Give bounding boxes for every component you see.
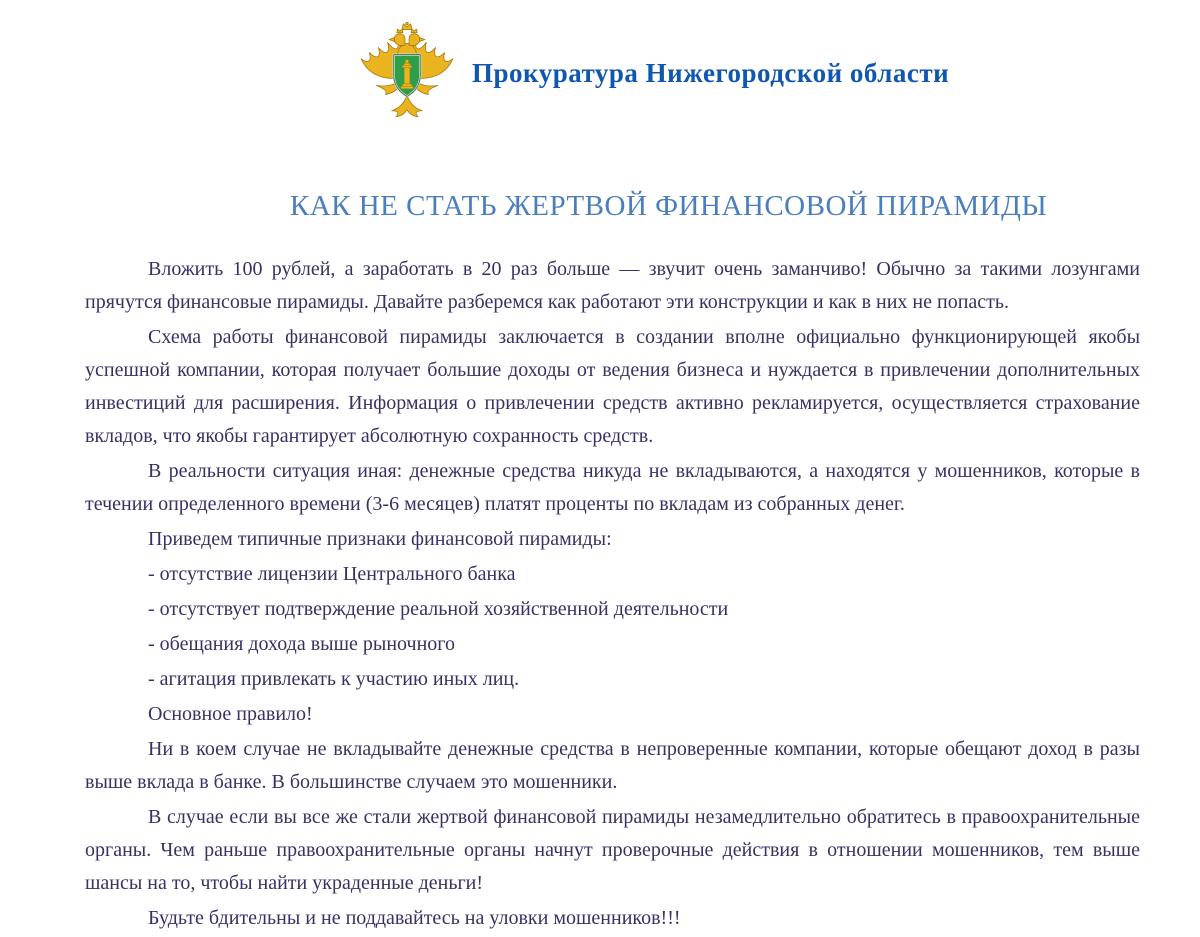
document-body — [85, 253, 1140, 937]
list-item-activity: - отсутствует подтверждение реальной хозяйственной деятельности — [148, 598, 729, 620]
letterhead — [356, 22, 949, 124]
list-intro: Приведем типичные признаки финансовой пирамиды: — [148, 528, 612, 550]
paragraph-victim-advice: В случае если вы все же стали жертвой финансовой пирамиды незамедлительно обратитесь в правоохранительные органы. Чем раньше правоохранительные органы начнут проверочные действия в отношении мошенников, тем выше шансы на то, чтобы найти украденные деньги! — [85, 806, 1140, 894]
organization-name: Прокуратура Нижегородской области — [472, 57, 950, 88]
paragraph-scheme: Схема работы финансовой пирамиды заключается в создании вполне официально функционирующей якобы успешной компании, которая получает большие доходы от ведения бизнеса и нуждается в привлечении дополнительных инвестиций для расширения. Информация о привлечении средств активно рекламируется, осуществляется страхование вкладов, что якобы гарантирует абсолютную сохранность средств. — [85, 326, 1140, 447]
list-item-agitation: - агитация привлекать к участию иных лиц. — [148, 668, 520, 690]
paragraph-intro: Вложить 100 рублей, а заработать в 20 раз больше — звучит очень заманчиво! Обычно за такими лозунгами прячутся финансовые пирамиды. Давайте разберемся как работают эти конструкции и как в них не попасть. — [85, 258, 1140, 313]
list-item-license: - отсутствие лицензии Центрального банка — [148, 563, 516, 585]
list-item-income: - обещания дохода выше рыночного — [148, 633, 455, 655]
final-warning: Будьте бдительны и не поддавайтесь на уловки мошенников!!! — [148, 907, 681, 929]
document-title: КАК НЕ СТАТЬ ЖЕРТВОЙ ФИНАНСОВОЙ ПИРАМИДЫ — [289, 190, 1048, 222]
paragraph-reality: В реальности ситуация иная: денежные средства никуда не вкладываются, а находятся у мошенников, которые в течении определенного времени (3-6 месяцев) платят проценты по вкладам из собранных денег. — [85, 460, 1140, 515]
rule-heading: Основное правило! — [148, 703, 313, 725]
prosecutor-eagle-emblem-icon — [356, 22, 458, 124]
paragraph-rule: Ни в коем случае не вкладывайте денежные средства в непроверенные компании, которые обещают доход в разы выше вклада в банке. В большинстве случаем это мошенники. — [85, 738, 1140, 793]
